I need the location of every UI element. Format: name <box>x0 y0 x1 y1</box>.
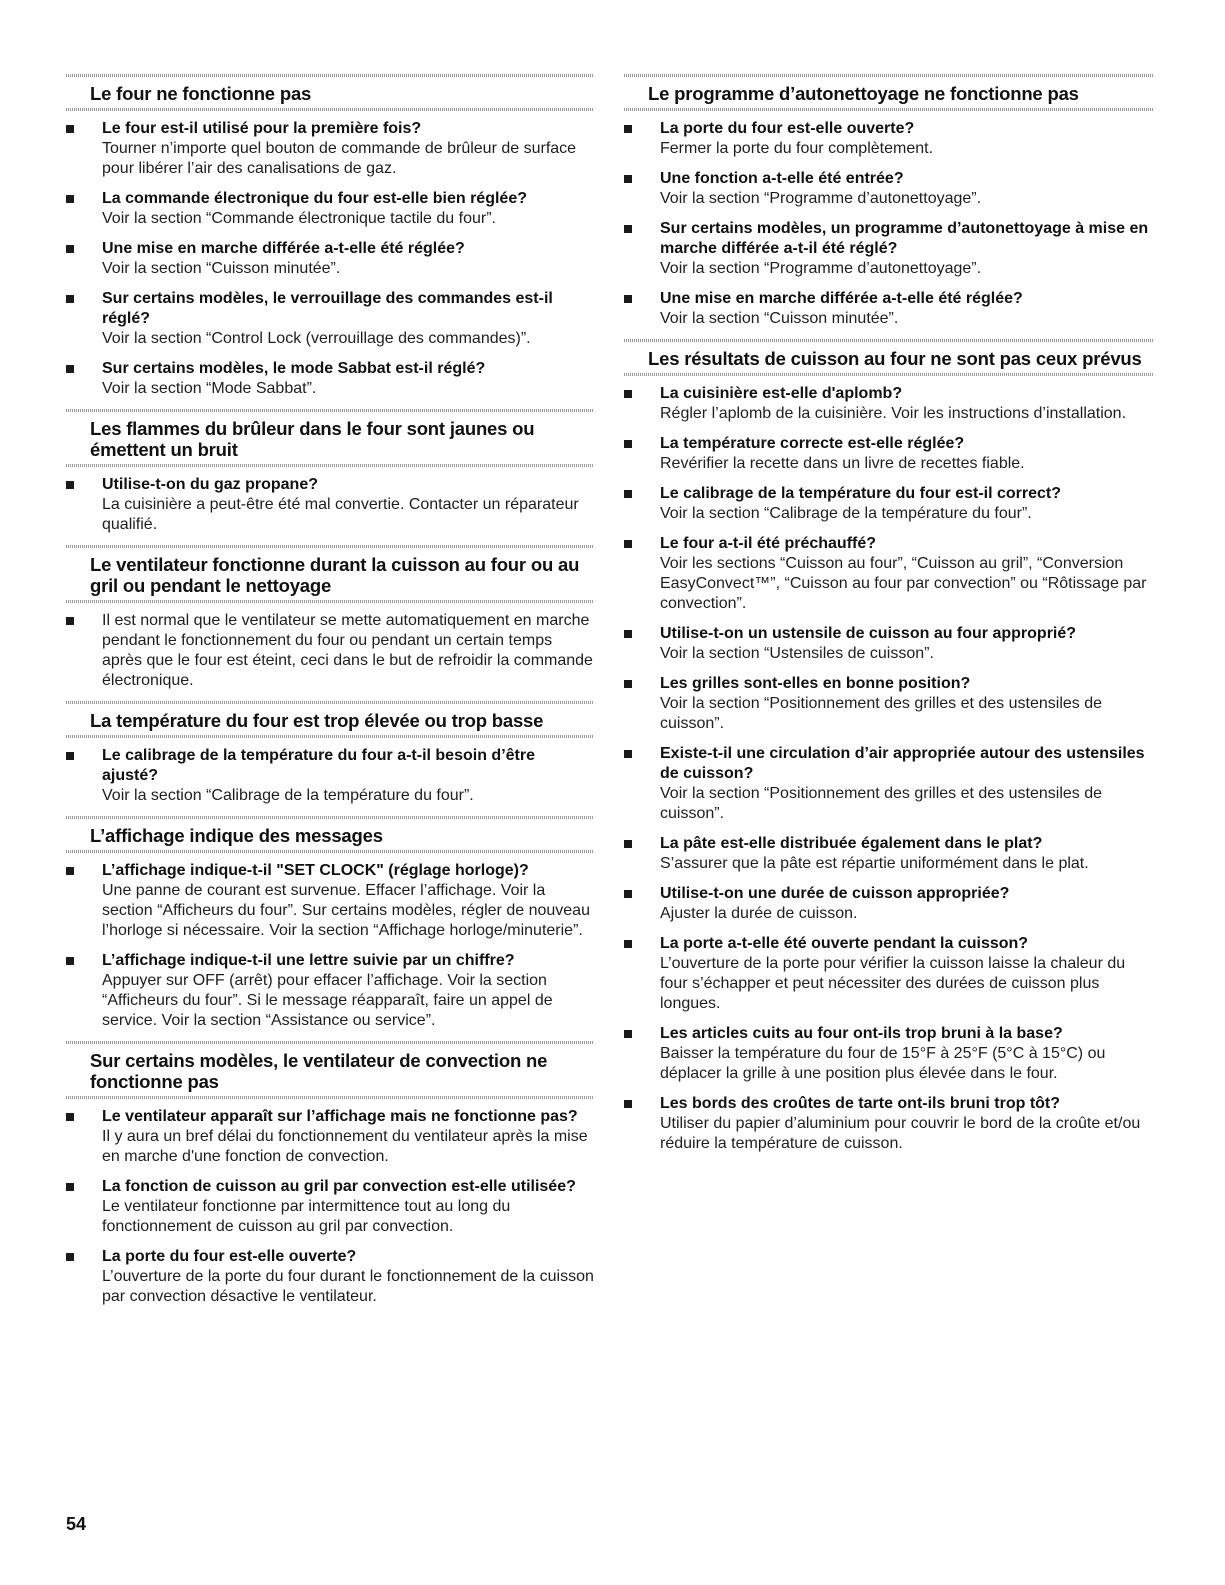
item-question: Sur certains modèles, un programme d’autonettoyage à mise en marche différée a-t-il été réglé? <box>660 220 1149 257</box>
section-header <box>66 409 594 467</box>
item-question: Les articles cuits au four ont-ils trop bruni à la base? <box>660 1025 1063 1042</box>
list-item <box>66 951 594 1031</box>
item-question: Les grilles sont-elles en bonne position? <box>660 675 971 692</box>
list-item <box>66 239 594 279</box>
square-bullet-icon <box>66 195 74 203</box>
item-question: Le ventilateur apparaît sur l’affichage mais ne fonctionne pas? <box>102 1108 578 1125</box>
list-item <box>624 934 1154 1014</box>
item-question: La porte du four est-elle ouverte? <box>660 120 915 137</box>
item-question: Utilise-t-on une durée de cuisson appropriée? <box>660 885 1010 902</box>
list-item <box>66 1247 594 1307</box>
item-list <box>66 1099 594 1307</box>
troubleshooting-section <box>624 339 1154 1154</box>
list-item <box>624 219 1154 279</box>
item-question: Une mise en marche différée a-t-elle été réglée? <box>660 290 1023 307</box>
square-bullet-icon <box>624 540 632 548</box>
section-title: Le four ne fonctionne pas <box>90 83 312 104</box>
square-bullet-icon <box>624 490 632 498</box>
square-bullet-icon <box>624 1100 632 1108</box>
item-answer: Voir la section “Cuisson minutée”. <box>660 310 899 327</box>
item-answer: Voir la section “Programme d’autonettoyage”. <box>660 190 982 207</box>
troubleshooting-section <box>66 816 594 1031</box>
list-item <box>624 834 1154 874</box>
item-answer: Baisser la température du four de 15°F à 25°F (5°C à 15°C) ou déplacer la grille à une position plus élevée dans le four. <box>660 1045 1106 1082</box>
item-question: Une fonction a-t-elle été entrée? <box>660 170 904 187</box>
list-item <box>624 484 1154 524</box>
item-list <box>66 738 594 806</box>
list-item <box>66 475 594 535</box>
list-item <box>624 624 1154 664</box>
item-answer: La cuisinière a peut-être été mal convertie. Contacter un réparateur qualifié. <box>102 496 579 533</box>
list-item <box>66 861 594 941</box>
item-answer: L’ouverture de la porte du four durant le fonctionnement de la cuisson par convection désactive le ventilateur. <box>102 1268 594 1305</box>
section-title: Sur certains modèles, le ventilateur de convection ne fonctionne pas <box>90 1050 548 1092</box>
item-answer: Tourner n’importe quel bouton de commande de brûleur de surface pour libérer l’air des canalisations de gaz. <box>102 140 577 177</box>
item-answer: Appuyer sur OFF (arrêt) pour effacer l’affichage. Voir la section “Afficheurs du four”. Si le message réapparaît, faire un appel de service. Voir la section “Assistance ou service”. <box>102 972 553 1029</box>
list-item <box>66 289 594 349</box>
square-bullet-icon <box>66 245 74 253</box>
item-question: La pâte est-elle distribuée également dans le plat? <box>660 835 1043 852</box>
item-question: Existe-t-il une circulation d’air appropriée autour des ustensiles de cuisson? <box>660 745 1145 782</box>
troubleshooting-section <box>66 701 594 806</box>
list-item <box>624 534 1154 614</box>
item-answer: Utiliser du papier d’aluminium pour couvrir le bord de la croûte et/ou réduire la température de cuisson. <box>660 1115 1141 1152</box>
item-question: Utilise-t-on du gaz propane? <box>102 476 318 493</box>
square-bullet-icon <box>624 1030 632 1038</box>
page-number: 54 <box>66 1514 87 1534</box>
section-header <box>66 816 594 853</box>
item-list <box>66 111 594 399</box>
square-bullet-icon <box>624 940 632 948</box>
item-question: Utilise-t-on un ustensile de cuisson au four approprié? <box>660 625 1077 642</box>
troubleshooting-section <box>66 74 594 399</box>
item-question: La fonction de cuisson au gril par convection est-elle utilisée? <box>102 1178 576 1195</box>
square-bullet-icon <box>624 440 632 448</box>
troubleshooting-section <box>66 545 594 691</box>
list-item <box>624 1024 1154 1084</box>
item-list <box>66 853 594 1031</box>
item-question: Le four est-il utilisé pour la première fois? <box>102 120 422 137</box>
list-item <box>624 744 1154 824</box>
list-item <box>66 189 594 229</box>
square-bullet-icon <box>66 1253 74 1261</box>
list-item <box>624 169 1154 209</box>
item-answer: Voir la section “Control Lock (verrouillage des commandes)”. <box>102 330 531 347</box>
list-item <box>66 746 594 806</box>
section-header <box>624 74 1154 111</box>
item-list <box>66 467 594 535</box>
section-title: L’affichage indique des messages <box>90 825 383 846</box>
list-item <box>624 674 1154 734</box>
item-answer: Voir la section “Programme d’autonettoyage”. <box>660 260 982 277</box>
left-column <box>66 74 594 1317</box>
section-header <box>66 701 594 738</box>
item-answer: Voir la section “Calibrage de la température du four”. <box>660 505 1032 522</box>
list-item <box>624 884 1154 924</box>
item-answer: Fermer la porte du four complètement. <box>660 140 934 157</box>
square-bullet-icon <box>624 750 632 758</box>
square-bullet-icon <box>624 390 632 398</box>
list-item <box>624 434 1154 474</box>
item-answer: Ajuster la durée de cuisson. <box>660 905 858 922</box>
item-list <box>66 603 594 691</box>
square-bullet-icon <box>624 125 632 133</box>
item-answer: Voir la section “Mode Sabbat”. <box>102 380 317 397</box>
troubleshooting-section <box>66 409 594 535</box>
square-bullet-icon <box>66 481 74 489</box>
item-answer: Voir la section “Positionnement des grilles et des ustensiles de cuisson”. <box>660 695 1103 732</box>
section-header <box>66 74 594 111</box>
item-question: La porte a-t-elle été ouverte pendant la cuisson? <box>660 935 1029 952</box>
item-question: La cuisinière est-elle d'aplomb? <box>660 385 903 402</box>
square-bullet-icon <box>66 867 74 875</box>
item-question: L’affichage indique-t-il une lettre suivie par un chiffre? <box>102 952 515 969</box>
item-question: Les bords des croûtes de tarte ont-ils bruni trop tôt? <box>660 1095 1061 1112</box>
troubleshooting-section <box>66 1041 594 1307</box>
item-answer: Voir la section “Calibrage de la température du four”. <box>102 787 474 804</box>
square-bullet-icon <box>624 890 632 898</box>
item-answer: L’ouverture de la porte pour vérifier la cuisson laisse la chaleur du four s’échapper et peut nécessiter des durées de cuisson plus longues. <box>660 955 1126 1012</box>
item-question: La température correcte est-elle réglée? <box>660 435 965 452</box>
section-header <box>66 545 594 603</box>
square-bullet-icon <box>66 1183 74 1191</box>
item-answer: Une panne de courant est survenue. Effacer l’affichage. Voir la section “Afficheurs du four”. Sur certains modèles, régler de nouveau l’horloge si nécessaire. Voir la section “Affichage horloge/minuterie”. <box>102 882 590 939</box>
square-bullet-icon <box>624 630 632 638</box>
item-answer: Voir les sections “Cuisson au four”, “Cuisson au gril”, “Conversion EasyConvect™”, “Cuisson au four par convection” ou “Rôtissage par convection”. <box>660 555 1147 612</box>
square-bullet-icon <box>66 957 74 965</box>
list-item <box>624 1094 1154 1154</box>
square-bullet-icon <box>624 295 632 303</box>
item-answer: Revérifier la recette dans un livre de recettes fiable. <box>660 455 1025 472</box>
square-bullet-icon <box>66 1113 74 1121</box>
square-bullet-icon <box>66 752 74 760</box>
item-answer: Voir la section “Positionnement des grilles et des ustensiles de cuisson”. <box>660 785 1103 822</box>
section-header <box>66 1041 594 1099</box>
section-title: La température du four est trop élevée ou trop basse <box>90 710 544 731</box>
list-item <box>624 119 1154 159</box>
square-bullet-icon <box>66 617 74 625</box>
list-item <box>66 1107 594 1167</box>
item-question: Le four a-t-il été préchauffé? <box>660 535 877 552</box>
square-bullet-icon <box>66 295 74 303</box>
item-answer: S’assurer que la pâte est répartie uniformément dans le plat. <box>660 855 1089 872</box>
item-paragraph: Il est normal que le ventilateur se mette automatiquement en marche pendant le fonctionnement du four ou pendant un certain temps après que le four est éteint, ceci dans le but de refroidir la commande électronique. <box>102 612 593 689</box>
item-question: Une mise en marche différée a-t-elle été réglée? <box>102 240 465 257</box>
square-bullet-icon <box>624 840 632 848</box>
item-question: La porte du four est-elle ouverte? <box>102 1248 357 1265</box>
item-answer: Le ventilateur fonctionne par intermittence tout au long du fonctionnement de cuisson au gril par convection. <box>102 1198 511 1235</box>
item-question: Sur certains modèles, le verrouillage des commandes est-il réglé? <box>102 290 553 327</box>
list-item <box>66 611 594 691</box>
item-answer: Voir la section “Commande électronique tactile du four”. <box>102 210 496 227</box>
item-answer: Il y aura un bref délai du fonctionnement du ventilateur après la mise en marche d'une fonction de convection. <box>102 1128 588 1165</box>
item-question: Sur certains modèles, le mode Sabbat est-il réglé? <box>102 360 486 377</box>
item-list <box>624 376 1154 1154</box>
troubleshooting-section <box>624 74 1154 329</box>
section-title: Les résultats de cuisson au four ne sont pas ceux prévus <box>648 348 1142 369</box>
item-answer: Voir la section “Cuisson minutée”. <box>102 260 341 277</box>
list-item <box>66 359 594 399</box>
item-answer: Voir la section “Ustensiles de cuisson”. <box>660 645 934 662</box>
square-bullet-icon <box>66 125 74 133</box>
item-question: L’affichage indique-t-il "SET CLOCK" (réglage horloge)? <box>102 862 529 879</box>
right-column <box>624 74 1154 1164</box>
square-bullet-icon <box>624 680 632 688</box>
square-bullet-icon <box>66 365 74 373</box>
section-title: Les flammes du brûleur dans le four sont jaunes ou émettent un bruit <box>90 418 535 460</box>
section-title: Le ventilateur fonctionne durant la cuisson au four ou au gril ou pendant le nettoyage <box>90 554 580 596</box>
section-title: Le programme d’autonettoyage ne fonctionne pas <box>648 83 1079 104</box>
item-question: Le calibrage de la température du four est-il correct? <box>660 485 1061 502</box>
section-header <box>624 339 1154 376</box>
list-item <box>66 1177 594 1237</box>
square-bullet-icon <box>624 175 632 183</box>
item-question: Le calibrage de la température du four a-t-il besoin d’être ajusté? <box>102 747 535 784</box>
item-list <box>624 111 1154 329</box>
list-item <box>624 289 1154 329</box>
list-item <box>66 119 594 179</box>
item-answer: Régler l’aplomb de la cuisinière. Voir les instructions d’installation. <box>660 405 1127 422</box>
square-bullet-icon <box>624 225 632 233</box>
item-question: La commande électronique du four est-elle bien réglée? <box>102 190 527 207</box>
list-item <box>624 384 1154 424</box>
